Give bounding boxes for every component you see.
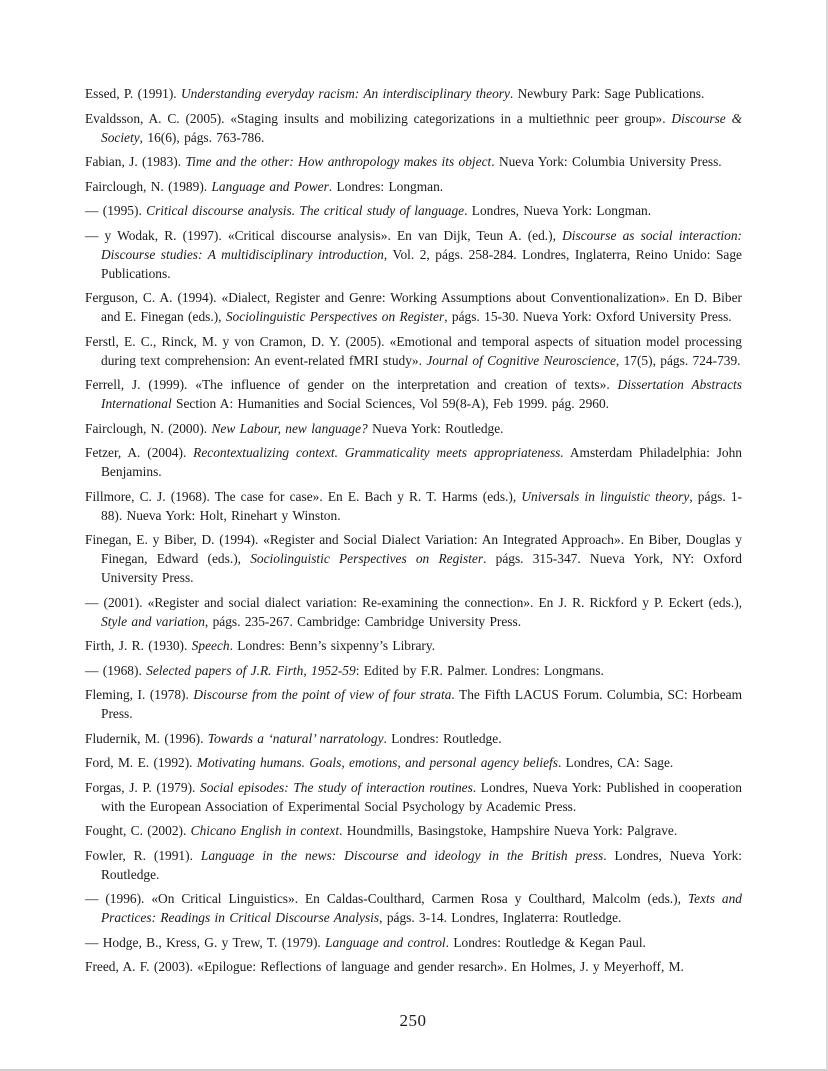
reference-entry [85, 753, 742, 772]
reference-title: Journal of Cognitive Neuroscience [426, 352, 616, 368]
reference-entry [85, 201, 742, 220]
reference-entry [85, 177, 742, 196]
reference-title: New Labour, new language? [211, 420, 368, 436]
reference-entry [85, 778, 742, 816]
reference-entry [85, 685, 742, 723]
page-footer [0, 1011, 826, 1031]
reference-title: Speech [191, 638, 230, 653]
reference-text: Nueva York: Routledge. [367, 420, 504, 436]
reference-text: Fabian, J. (1983). [85, 154, 186, 169]
reference-text: Fowler, R. (1991). [85, 847, 201, 863]
reference-text: , 17(5), págs. 724-739. [615, 352, 741, 368]
reference-entry [85, 957, 742, 976]
reference-text: Section A: Humanities and Social Sciences, Vol 59(8-A), Feb 1999. pág. 2960. [171, 396, 610, 411]
reference-entry [85, 152, 742, 171]
reference-entry [85, 288, 742, 326]
reference-text: Essed, P. (1991). [85, 86, 181, 101]
reference-text: . Nueva York: Columbia University Press. [491, 154, 722, 169]
reference-entry [85, 487, 742, 525]
reference-entry [85, 593, 742, 631]
reference-text: , págs. 235-267. Cambridge: Cambridge University Press. [204, 613, 522, 629]
reference-text: . Londres, Nueva York: Routledge. [101, 847, 743, 882]
reference-text: . Londres: Benn’s sixpenny’s Library. [229, 638, 436, 653]
reference-title: Selected papers of J.R. Firth, 1952-59 [146, 662, 356, 678]
reference-entry [85, 636, 742, 655]
reference-text: Fleming, I. (1978). [85, 687, 194, 702]
reference-text: — (1996). «On Critical Linguistics». En Caldas-Coulthard, Carmen Rosa y Coulthard, Malcolm (eds.), [85, 891, 688, 906]
reference-title: Motivating humans. Goals, emotions, and personal agency beliefs [196, 755, 558, 770]
reference-entry [85, 332, 742, 370]
reference-title: Universals in linguistic theory [521, 488, 690, 504]
reference-text: . Newbury Park: Sage Publications. [509, 86, 705, 101]
reference-text: Fairclough, N. (2000). [85, 420, 212, 436]
page-number: 250 [399, 1011, 427, 1030]
reference-entry [85, 226, 742, 283]
reference-text: Evaldsson, A. C. (2005). «Staging insults and mobilizing categorizations in a multiethnic peer group». [85, 110, 672, 126]
reference-text: — (1995). [85, 203, 147, 218]
reference-text: — (2001). «Register and social dialect variation: Re-examining the connection». En J. R. Rickford y P. Eckert (eds.), [85, 594, 742, 610]
reference-text: Ford, M. E. (1992). [85, 755, 197, 770]
reference-title: Social episodes: The study of interaction routines [200, 779, 473, 795]
reference-text: . Londres: Longman. [328, 178, 444, 194]
reference-text: , págs. 3-14. Londres, Inglaterra: Routledge. [379, 910, 622, 925]
reference-text: Fillmore, C. J. (1968). The case for case». En E. Bach y R. T. Harms (eds.), [85, 488, 522, 504]
reference-entry [85, 530, 742, 587]
reference-title: Towards a ‘natural’ narratology [207, 730, 384, 746]
reference-entry [85, 375, 742, 413]
reference-title: Texts and Practices: Readings in Critical Discourse Analysis [101, 891, 742, 925]
reference-text: . The Fifth LACUS Forum. Columbia, SC: Horbeam Press. [101, 687, 742, 721]
reference-entry [85, 821, 742, 840]
reference-text: . Londres, Nueva York: Longman. [464, 203, 652, 218]
reference-entry [85, 889, 742, 927]
reference-title: Recontextualizing context. Grammaticality meets appropriateness. [193, 445, 564, 460]
reference-title: Dissertation Abstracts International [101, 377, 742, 411]
reference-text: : Edited by F.R. Palmer. Londres: Longmans. [355, 662, 604, 678]
reference-text: Amsterdam Philadelphia: John Benjamins. [101, 445, 742, 479]
reference-title: Understanding everyday racism: An interdisciplinary theory [181, 86, 510, 101]
reference-text: . Londres, CA: Sage. [557, 755, 674, 770]
reference-entry [85, 846, 742, 884]
reference-text: Firth, J. R. (1930). [85, 638, 192, 653]
reference-title: Style and variation [101, 613, 205, 629]
reference-title: Discourse & Society [101, 110, 742, 145]
reference-text: Freed, A. F. (2003). «Epilogue: Reflections of language and gender resarch». En Holmes, J. y Meyerhoff, M. [85, 959, 684, 974]
reference-text: Fought, C. (2002). [85, 823, 191, 838]
reference-text: Finegan, E. y Biber, D. (1994). «Register and Social Dialect Variation: An Integrated Approach». En Biber, Douglas y Finegan, Edward (eds.), [85, 532, 742, 566]
reference-title: Language in the news: Discourse and ideology in the British press [200, 847, 604, 863]
reference-title: Language and control [325, 934, 446, 950]
reference-title: Chicano English in context [190, 823, 340, 838]
reference-title: Discourse from the point of view of four strata [193, 687, 452, 702]
reference-title: Sociolinguistic Perspectives on Register [225, 309, 445, 324]
reference-text: Forgas, J. P. (1979). [85, 779, 201, 795]
reference-title: Sociolinguistic Perspectives on Register [250, 551, 484, 566]
reference-text: , págs. 1-88). Nueva York: Holt, Rinehart y Winston. [101, 488, 743, 523]
reference-text: , Vol. 2, págs. 258-284. Londres, Inglaterra, Reino Unido: Sage Publications. [101, 246, 742, 281]
reference-title: Discourse as social interaction: Discourse studies: A multidisciplinary introduction [101, 227, 742, 262]
reference-entry [85, 84, 742, 103]
reference-entry [85, 661, 742, 680]
reference-entry [85, 109, 742, 147]
reference-text: , 16(6), págs. 763-786. [139, 129, 265, 145]
reference-text: . Londres, Nueva York: Published in cooperation with the European Association of Experimental Social Psychology by Academic Press. [101, 779, 742, 814]
reference-text: , págs. 15-30. Nueva York: Oxford University Press. [444, 309, 732, 324]
reference-text: . págs. 315-347. Nueva York, NY: Oxford University Press. [101, 551, 742, 585]
reference-entry [85, 729, 742, 748]
reference-text: Ferguson, C. A. (1994). «Dialect, Register and Genre: Working Assumptions about Conventionalization». En D. Biber and E. Finegan (eds.), [85, 290, 742, 324]
reference-text: . Houndmills, Basingstoke, Hampshire Nueva York: Palgrave. [339, 823, 678, 838]
reference-text: Fludernik, M. (1996). [85, 730, 208, 746]
reference-title: Time and the other: How anthropology makes its object [185, 154, 492, 169]
reference-title: Language and Power [211, 178, 329, 194]
references-list [85, 84, 742, 982]
reference-text: . Londres: Routledge. [383, 730, 502, 746]
reference-text: — y Wodak, R. (1997). «Critical discourse analysis». En van Dijk, Teun A. (ed.), [85, 227, 563, 243]
reference-text: — Hodge, B., Kress, G. y Trew, T. (1979). [85, 934, 326, 950]
reference-text: . Londres: Routledge & Kegan Paul. [445, 934, 646, 950]
reference-text: Ferrell, J. (1999). «The influence of gender on the interpretation and creation of texts». [85, 377, 618, 392]
reference-title: Critical discourse analysis. The critical study of language [146, 203, 465, 218]
reference-text: Fetzer, A. (2004). [85, 445, 194, 460]
reference-text: Ferstl, E. C., Rinck, M. y von Cramon, D. Y. (2005). «Emotional and temporal aspects of situation model processing during text comprehension: An event-related fMRI study». [85, 333, 742, 368]
reference-entry [85, 443, 742, 481]
reference-entry [85, 933, 742, 952]
reference-text: Fairclough, N. (1989). [85, 178, 212, 194]
reference-entry [85, 419, 742, 438]
reference-text: — (1968). [85, 662, 147, 678]
